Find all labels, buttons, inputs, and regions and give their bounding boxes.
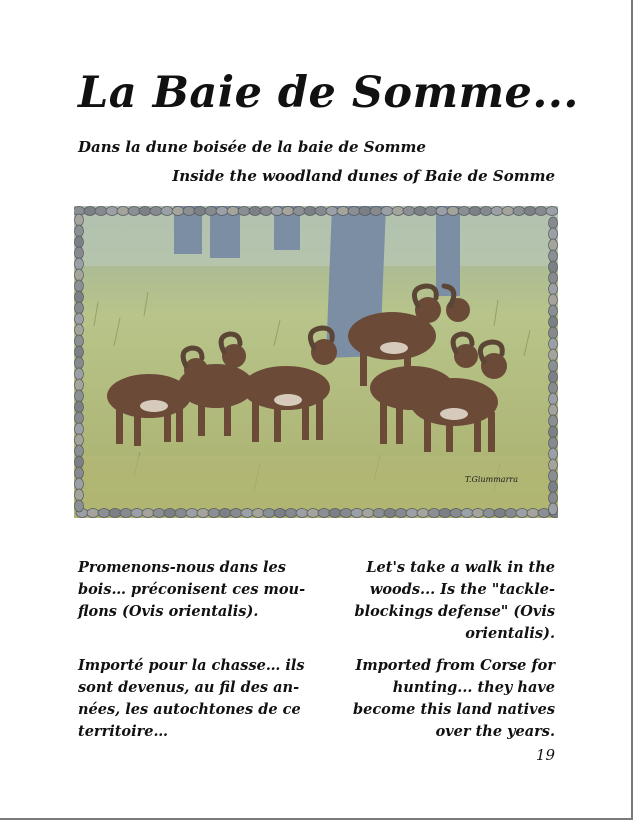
paragraph-en-1: Let's take a walk in the woods... Is the "tackle-blockings defense" (Ovis orientalis). — [354, 559, 555, 642]
pebble — [373, 509, 385, 518]
pebble — [75, 214, 84, 226]
pebble — [318, 509, 330, 518]
pebble — [252, 509, 264, 518]
pebble — [329, 509, 341, 518]
pebble — [106, 207, 118, 216]
pebble — [516, 509, 528, 518]
pebble — [549, 239, 558, 251]
pebble — [241, 509, 253, 518]
pebble — [271, 207, 283, 216]
pebble — [75, 346, 84, 358]
pebble — [447, 207, 459, 216]
pebble — [549, 426, 558, 438]
pebble — [458, 207, 470, 216]
pebble — [75, 258, 84, 270]
pebble — [535, 207, 547, 216]
pebble — [425, 207, 437, 216]
pebble — [175, 509, 187, 518]
pebble — [131, 509, 143, 518]
pebble — [549, 360, 558, 372]
pebble — [75, 412, 84, 424]
pebble — [75, 280, 84, 292]
pebble — [549, 371, 558, 383]
pebble — [75, 291, 84, 303]
pebble — [75, 302, 84, 314]
pebble — [249, 207, 261, 216]
pebble — [84, 207, 96, 216]
pebble — [549, 305, 558, 317]
pebble — [227, 207, 239, 216]
pebble — [75, 368, 84, 380]
pebble — [183, 207, 195, 216]
pebble — [75, 247, 84, 259]
pebble — [549, 481, 558, 493]
mouflon-photo — [74, 206, 558, 518]
pebble — [304, 207, 316, 216]
pebble — [139, 207, 151, 216]
pebble — [315, 207, 327, 216]
pebble — [480, 207, 492, 216]
pebble — [326, 207, 338, 216]
pebble — [75, 478, 84, 490]
pebble — [153, 509, 165, 518]
pebble — [524, 207, 536, 216]
paragraph-fr-1: Promenons-nous dans les bois… préconisent ces mou-flons (Ovis orientalis). — [78, 559, 306, 620]
pebble — [75, 324, 84, 336]
pebble — [337, 207, 349, 216]
page-number: 19 — [535, 746, 555, 764]
pebble — [260, 207, 272, 216]
pebble — [381, 207, 393, 216]
page-title: La Baie de Somme... — [78, 68, 579, 118]
pebble — [549, 492, 558, 504]
pebble — [469, 207, 481, 216]
pebble — [549, 316, 558, 328]
pebble — [164, 509, 176, 518]
pebble — [75, 423, 84, 435]
pebble — [75, 236, 84, 248]
pebble — [340, 509, 352, 518]
pebble — [549, 228, 558, 240]
pebble — [75, 379, 84, 391]
pebble — [549, 349, 558, 361]
pebble — [491, 207, 503, 216]
pebble — [219, 509, 231, 518]
pebble — [494, 509, 506, 518]
pebble — [109, 509, 121, 518]
pebble — [282, 207, 294, 216]
pebble — [150, 207, 162, 216]
pebble — [549, 382, 558, 394]
pebble — [362, 509, 374, 518]
pebble — [549, 437, 558, 449]
pebble — [216, 207, 228, 216]
pebble — [513, 207, 525, 216]
pebble — [549, 448, 558, 460]
photo-illustration — [74, 206, 558, 518]
pebble — [75, 445, 84, 457]
pebble — [172, 207, 184, 216]
pebble — [128, 207, 140, 216]
pebble — [439, 509, 451, 518]
pebble — [285, 509, 297, 518]
pebble — [549, 294, 558, 306]
pebble — [549, 404, 558, 416]
pebble — [296, 509, 308, 518]
pebble — [161, 207, 173, 216]
pebble — [414, 207, 426, 216]
photo-credit: T.Giummarra — [464, 475, 518, 484]
pebble — [351, 509, 363, 518]
pebble — [549, 503, 558, 515]
pebble — [142, 509, 154, 518]
pebble — [549, 327, 558, 339]
pebble — [450, 509, 462, 518]
pebble — [461, 509, 473, 518]
pebble — [359, 207, 371, 216]
pebble — [194, 207, 206, 216]
pebble — [238, 207, 250, 216]
pebble — [98, 509, 110, 518]
pebble — [75, 335, 84, 347]
pebble — [230, 509, 242, 518]
pebble — [75, 225, 84, 237]
pebble — [263, 509, 275, 518]
pebble — [406, 509, 418, 518]
pebble — [549, 261, 558, 273]
pebble — [208, 509, 220, 518]
pebble — [395, 509, 407, 518]
pebble — [549, 338, 558, 350]
pebble — [549, 393, 558, 405]
pebble — [120, 509, 132, 518]
pebble — [75, 390, 84, 402]
pebble — [392, 207, 404, 216]
pebble — [75, 489, 84, 501]
pebble — [87, 509, 99, 518]
pebble — [505, 509, 517, 518]
pebble — [436, 207, 448, 216]
pebble — [549, 250, 558, 262]
pebble — [307, 509, 319, 518]
pebble — [417, 509, 429, 518]
pebble — [75, 456, 84, 468]
pebble — [75, 467, 84, 479]
pebble — [95, 207, 107, 216]
pebble — [186, 509, 198, 518]
pebble — [549, 272, 558, 284]
pebble — [75, 500, 84, 512]
pebble — [75, 313, 84, 325]
paragraph-fr-2: Importé pour la chasse… ils sont devenus, au fil des an-nées, les autochtones de ce territoire… — [78, 657, 305, 740]
subtitle-english: Inside the woodland dunes of Baie de Somme — [172, 167, 555, 185]
pebble — [75, 434, 84, 446]
pebble — [549, 217, 558, 229]
pebble — [75, 401, 84, 413]
pebble — [549, 470, 558, 482]
pebble — [546, 207, 558, 216]
pebble — [549, 459, 558, 471]
pebble — [403, 207, 415, 216]
pebble — [348, 207, 360, 216]
pebble — [293, 207, 305, 216]
pebble — [205, 207, 217, 216]
pebble — [502, 207, 514, 216]
pebble — [472, 509, 484, 518]
pebble — [384, 509, 396, 518]
pebble — [527, 509, 539, 518]
pebble — [75, 269, 84, 281]
paragraph-en-2: Imported from Corse for hunting... they have become this land natives over the years. — [352, 657, 555, 740]
pebble — [549, 415, 558, 427]
pebble — [117, 207, 129, 216]
pebble — [549, 283, 558, 295]
pebble — [197, 509, 209, 518]
pebble — [483, 509, 495, 518]
pebble — [428, 509, 440, 518]
pebble — [274, 509, 286, 518]
subtitle-french: Dans la dune boisée de la baie de Somme — [78, 138, 426, 156]
pebble — [370, 207, 382, 216]
pebble — [75, 357, 84, 369]
